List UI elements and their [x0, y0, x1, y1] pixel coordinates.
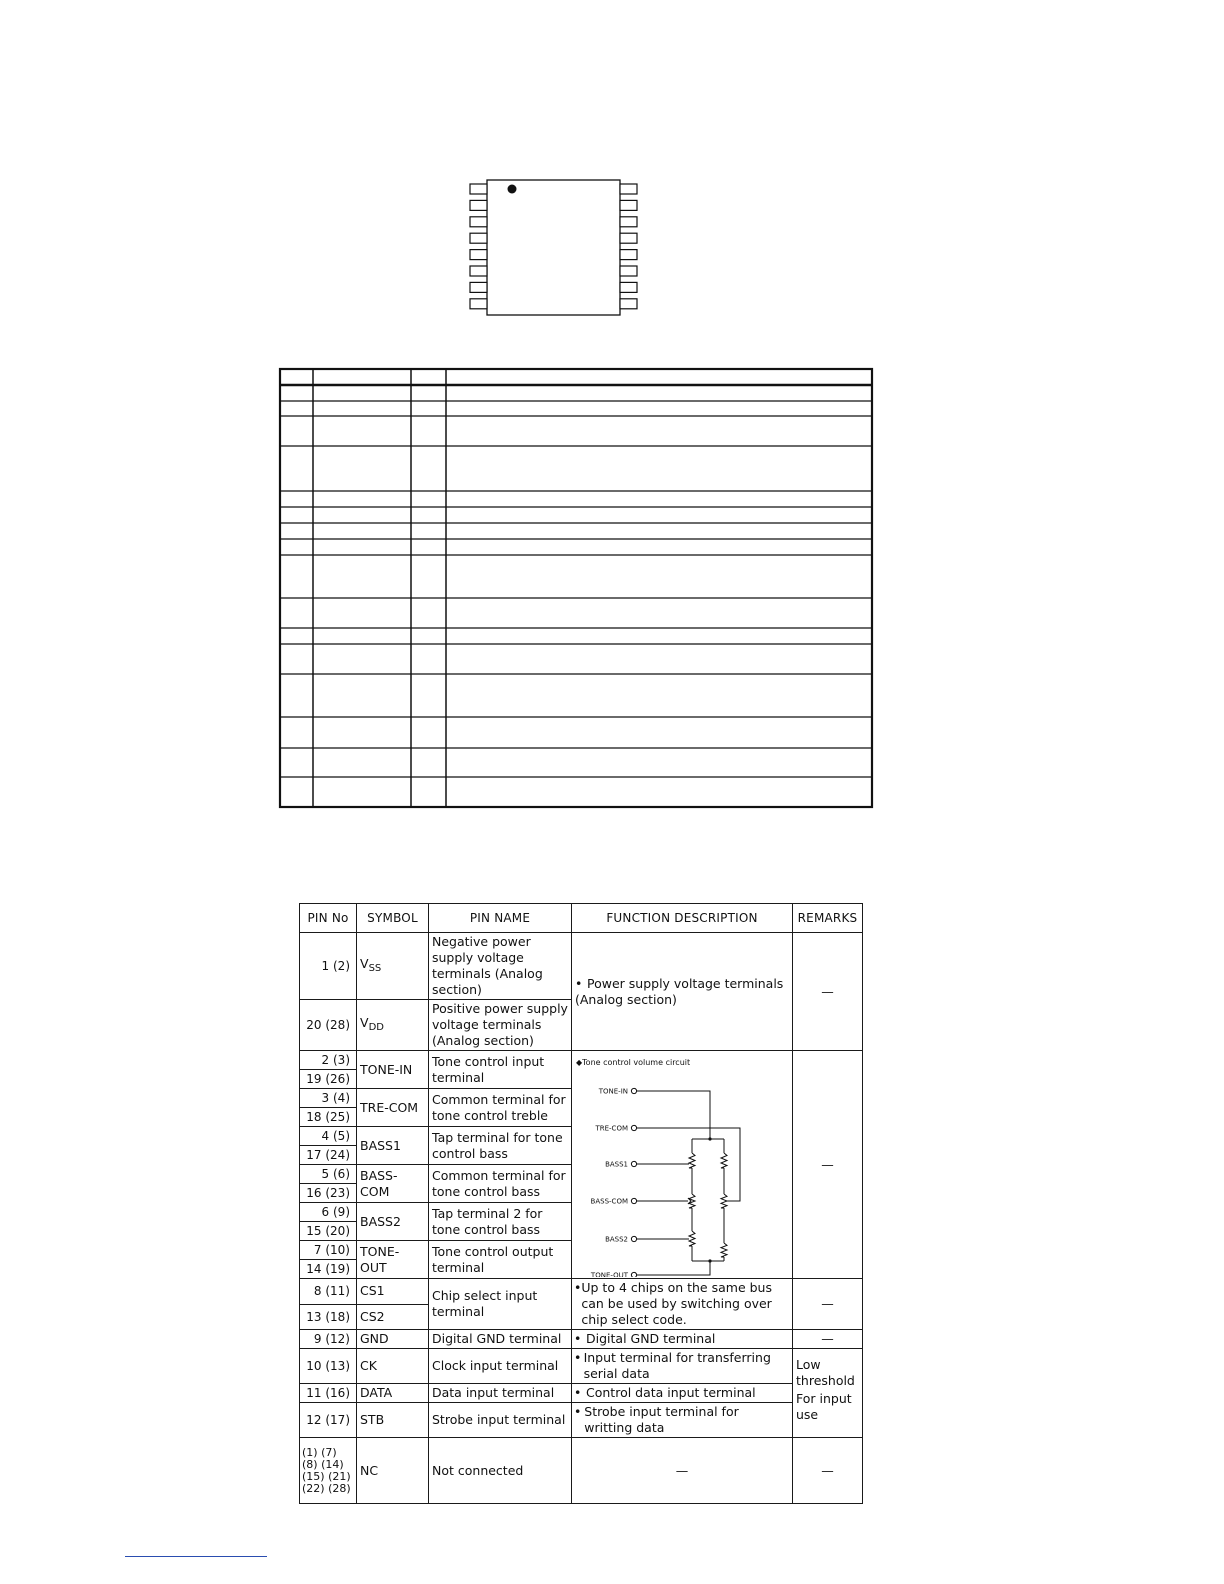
pin-name-cell: Chip select input terminal	[429, 1279, 572, 1330]
resistor-bass-lower	[689, 1231, 695, 1246]
circuit-label-tone-in: TONE-IN	[598, 1087, 628, 1096]
table-row	[300, 1279, 863, 1305]
symbol-cell: BASS-COM	[357, 1165, 429, 1203]
circuit-terminal	[631, 1161, 636, 1166]
pin-name-cell: Strobe input terminal	[429, 1403, 572, 1438]
pin-name-cell: Data input terminal	[429, 1384, 572, 1403]
symbol-cell: CS1	[357, 1279, 429, 1305]
ladder-frame	[692, 1139, 724, 1261]
pin-cell: 1 (2)	[300, 933, 357, 1000]
table-row	[300, 1330, 863, 1349]
symbol-sub: SS	[368, 962, 382, 974]
circuit-junction	[708, 1259, 711, 1262]
function-cell: • Digital GND terminal	[572, 1330, 793, 1349]
wire-tone-out	[637, 1261, 710, 1275]
function-cell: • Strobe input terminal for writting data	[572, 1403, 793, 1438]
symbol-cell: CK	[357, 1349, 429, 1384]
pin-cell: 18 (25)	[300, 1108, 357, 1127]
resistor-bass-upper	[689, 1153, 695, 1168]
function-cell: • Control data input terminal	[572, 1384, 793, 1403]
circuit-label-bass2: BASS2	[605, 1235, 628, 1244]
table-row	[300, 1384, 863, 1403]
pin-name-cell: Not connected	[429, 1438, 572, 1504]
resistor-treble-mid	[721, 1194, 727, 1208]
pin-cell: 20 (28)	[300, 1000, 357, 1051]
wire-tone-in	[637, 1091, 710, 1139]
resistor-bass-com	[689, 1194, 695, 1208]
remarks-cell: —	[793, 1330, 863, 1349]
pin-cell: 15 (20)	[300, 1222, 357, 1241]
pin-cell: 6 (9)	[300, 1203, 357, 1222]
symbol-cell: BASS2	[357, 1203, 429, 1241]
table-row	[300, 1403, 863, 1438]
pin-name-cell: Negative power supply voltage terminals (Analog section)	[429, 933, 572, 1000]
circuit-terminal	[631, 1088, 636, 1093]
symbol-cell	[357, 933, 429, 1000]
pin-cell: 2 (3)	[300, 1051, 357, 1070]
pin-description-table	[299, 903, 863, 1504]
function-cell: • Power supply voltage terminals (Analog section)	[572, 933, 793, 1051]
pin-cell: 10 (13)	[300, 1349, 357, 1384]
symbol-cell: GND	[357, 1330, 429, 1349]
symbol-sub: DD	[368, 1021, 384, 1033]
symbol-cell: CS2	[357, 1304, 429, 1330]
remarks-cell: —	[793, 933, 863, 1051]
pin-cell: 12 (17)	[300, 1403, 357, 1438]
resistor-treble-upper	[721, 1153, 727, 1168]
pin-cell: 8 (11)	[300, 1279, 357, 1305]
pin-cell: 4 (5)	[300, 1127, 357, 1146]
symbol-cell: TONE-OUT	[357, 1241, 429, 1279]
pin-name-cell: Positive power supply voltage terminals (Analog section)	[429, 1000, 572, 1051]
remarks-cell: —	[793, 1051, 863, 1279]
circuit-label-bass-com: BASS-COM	[590, 1197, 628, 1206]
circuit-terminal	[631, 1236, 636, 1241]
footer-rule	[125, 1556, 267, 1557]
header-pin-name: PIN NAME	[429, 904, 572, 933]
pin-cell: 5 (6)	[300, 1165, 357, 1184]
header-function-description: FUNCTION DESCRIPTION	[572, 904, 793, 933]
empty-table-border	[280, 369, 872, 807]
function-cell: • Input terminal for transferring serial data	[572, 1349, 793, 1384]
symbol-cell: DATA	[357, 1384, 429, 1403]
remarks-cell	[793, 1349, 863, 1438]
pin-cell: 14 (19)	[300, 1260, 357, 1279]
pin-cell: 16 (23)	[300, 1184, 357, 1203]
circuit-terminal	[631, 1125, 636, 1130]
resistor-treble-lower	[721, 1243, 727, 1257]
table-row	[300, 1438, 863, 1504]
pin-cell: 19 (26)	[300, 1070, 357, 1089]
pin-cell: 11 (16)	[300, 1384, 357, 1403]
symbol-cell	[357, 1000, 429, 1051]
symbol-main: V	[360, 955, 369, 971]
pin-cell: 13 (18)	[300, 1304, 357, 1330]
circuit-label-tre-com: TRE-COM	[595, 1124, 628, 1133]
pin-cell: 7 (10)	[300, 1241, 357, 1260]
pin-name-cell: Common terminal for tone control treble	[429, 1089, 572, 1127]
pin-name-cell: Common terminal for tone control bass	[429, 1165, 572, 1203]
pin-cell: 17 (24)	[300, 1146, 357, 1165]
pin-name-cell: Tone control input terminal	[429, 1051, 572, 1089]
header-pin-no: PIN No	[300, 904, 357, 933]
circuit-label-bass1: BASS1	[605, 1160, 628, 1169]
header-symbol: SYMBOL	[357, 904, 429, 933]
table-row	[300, 933, 863, 1000]
symbol-cell: NC	[357, 1438, 429, 1504]
pin-name-cell: Clock input terminal	[429, 1349, 572, 1384]
pin-cell: 3 (4)	[300, 1089, 357, 1108]
circuit-terminal	[631, 1272, 636, 1277]
symbol-cell: TRE-COM	[357, 1089, 429, 1127]
circuit-cell	[572, 1051, 793, 1279]
symbol-cell: STB	[357, 1403, 429, 1438]
table-row	[300, 1051, 863, 1070]
symbol-main: V	[360, 1014, 369, 1030]
symbol-cell: BASS1	[357, 1127, 429, 1165]
tone-control-volume-circuit	[576, 1071, 786, 1277]
remarks-for-input-use: For input use	[796, 1391, 852, 1422]
circuit-title: ◆Tone control volume circuit	[576, 1058, 691, 1067]
circuit-junction	[708, 1137, 711, 1140]
table-row	[300, 1349, 863, 1384]
pin-name-cell: Tone control output terminal	[429, 1241, 572, 1279]
circuit-terminal	[631, 1198, 636, 1203]
symbol-cell: TONE-IN	[357, 1051, 429, 1089]
remarks-low-threshold: Low threshold	[796, 1357, 855, 1388]
pin-name-cell: Tap terminal 2 for tone control bass	[429, 1203, 572, 1241]
table-header-row	[300, 904, 863, 933]
pin-name-cell: Tap terminal for tone control bass	[429, 1127, 572, 1165]
pin-cell: 9 (12)	[300, 1330, 357, 1349]
function-cell: —	[572, 1438, 793, 1504]
circuit-label-tone-out: TONE-OUT	[590, 1271, 628, 1277]
remarks-cell: —	[793, 1438, 863, 1504]
function-cell: • Up to 4 chips on the same bus can be used by switching over chip select code.	[572, 1279, 793, 1330]
pin-name-cell: Digital GND terminal	[429, 1330, 572, 1349]
pin-cell: (1) (7) (8) (14) (15) (21) (22) (28)	[300, 1438, 357, 1504]
remarks-cell: —	[793, 1279, 863, 1330]
header-remarks: REMARKS	[793, 904, 863, 933]
